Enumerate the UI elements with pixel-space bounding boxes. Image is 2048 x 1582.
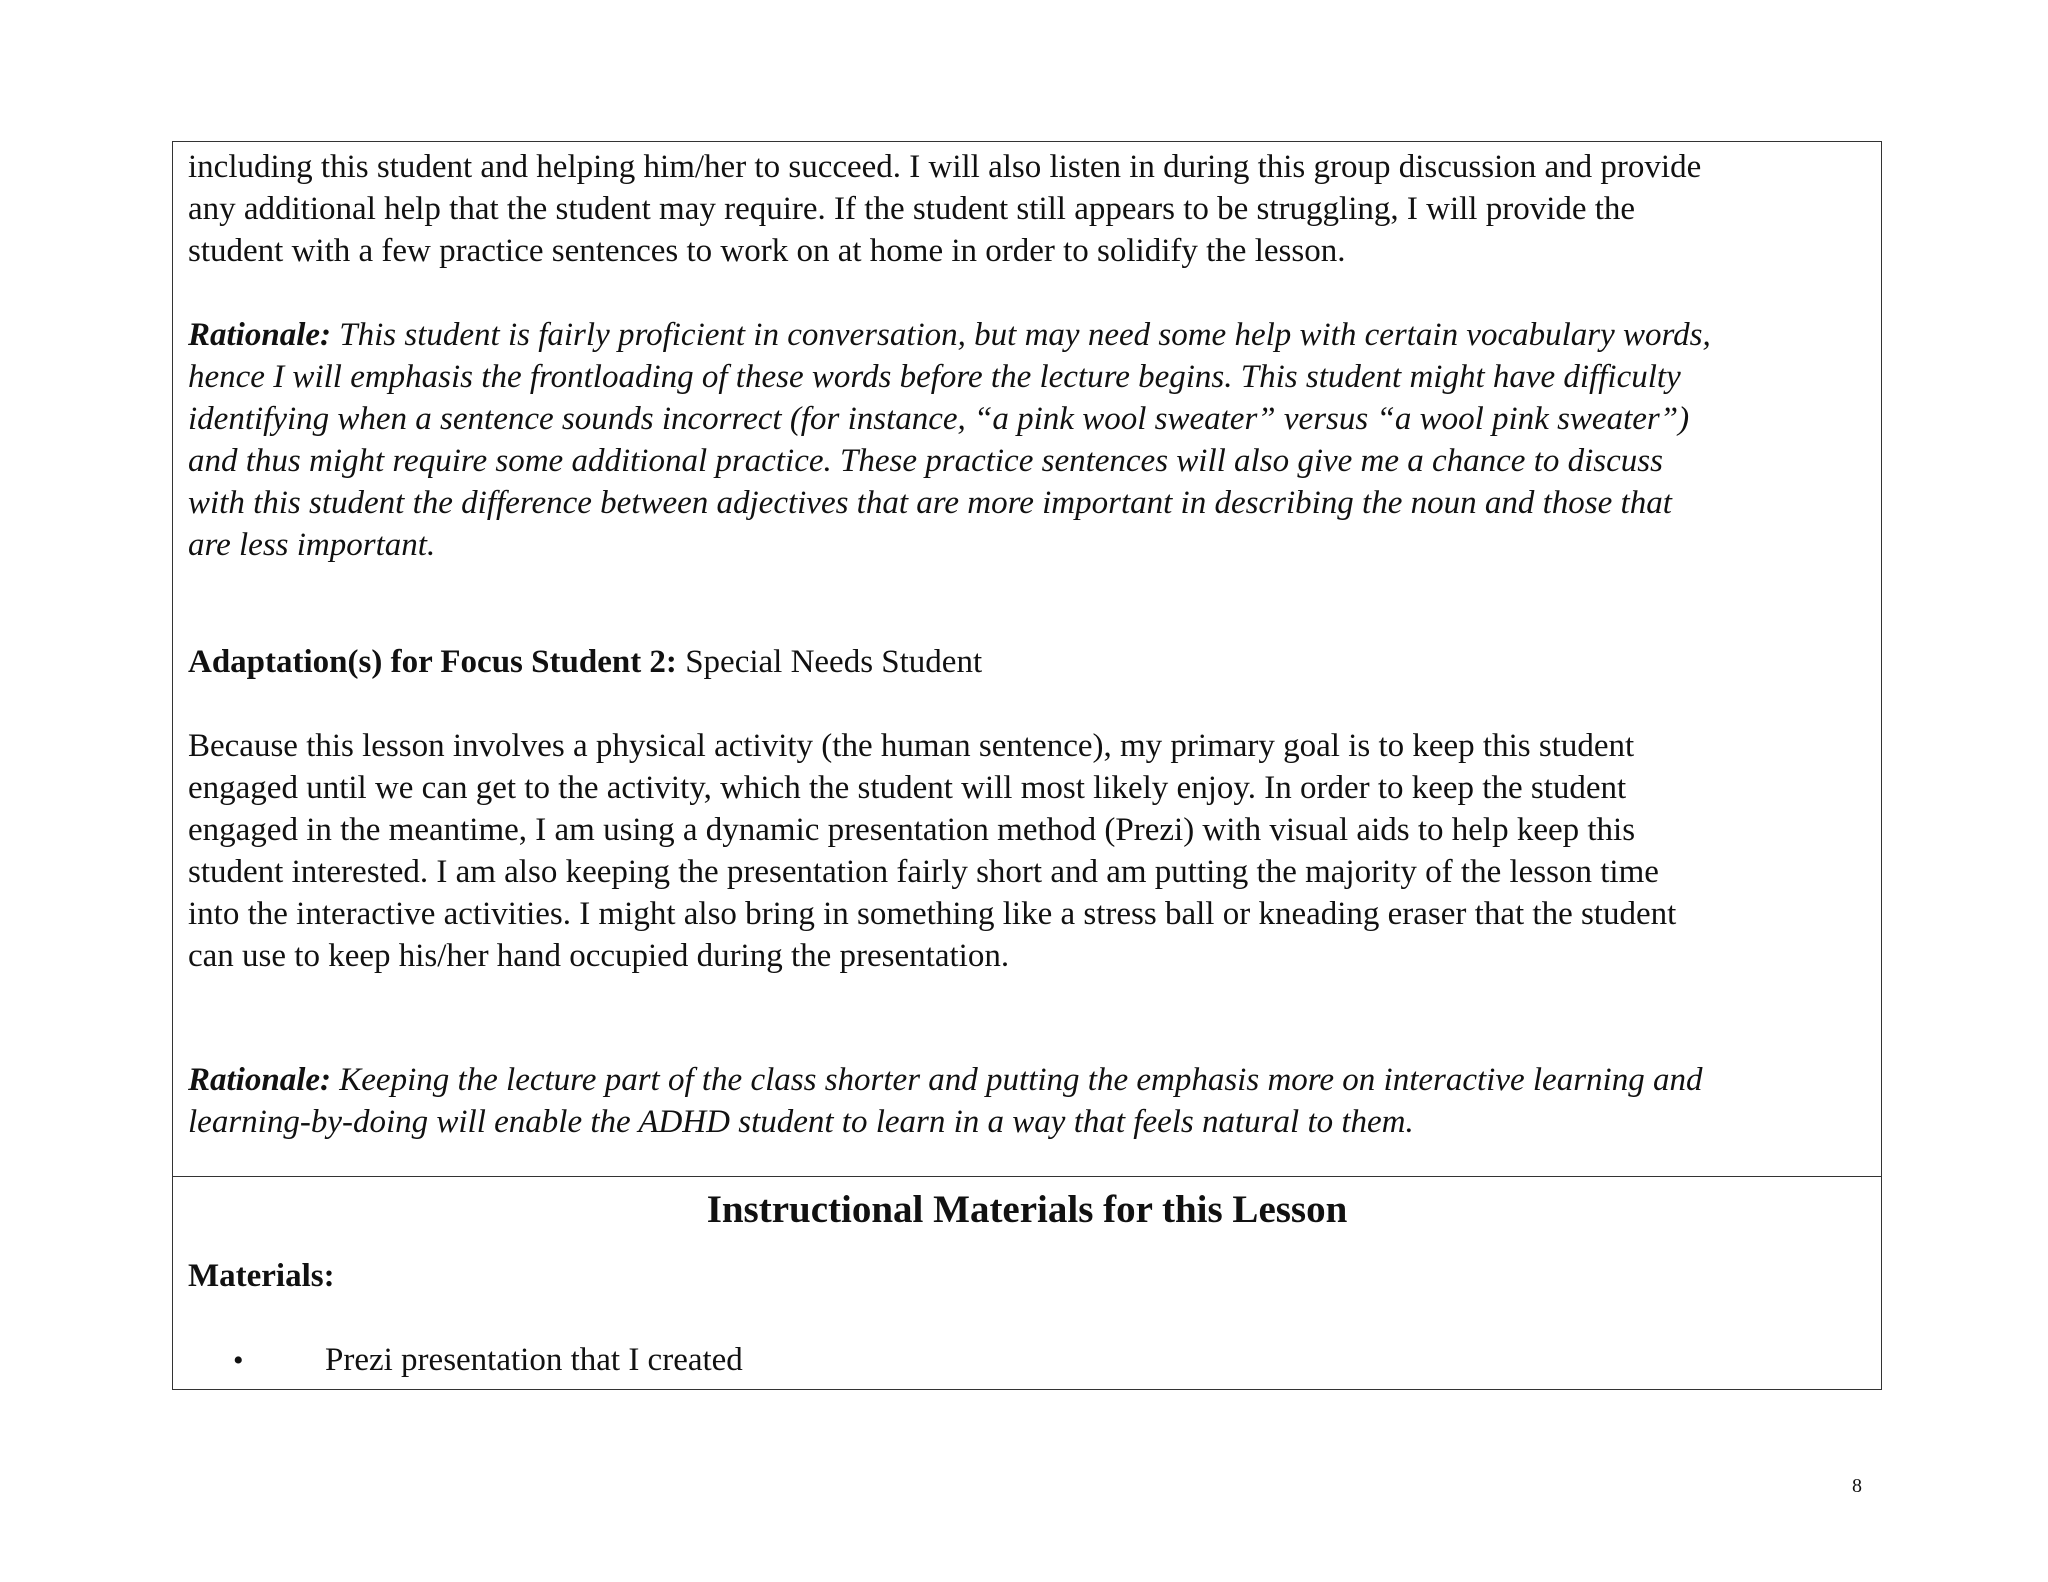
adaptations-cell bbox=[173, 142, 1881, 1177]
rationale-1-first-line bbox=[188, 314, 1878, 356]
paragraph-line: engaged until we can get to the activity, which the student will most likely enjoy. In order to keep the student bbox=[188, 770, 1627, 806]
paragraph-line: engaged in the meantime, I am using a dynamic presentation method (Prezi) with visual aids to help keep this bbox=[188, 812, 1636, 848]
list-item-text: Prezi presentation that I created bbox=[325, 1342, 743, 1378]
paragraph-line: including this student and helping him/her to succeed. I will also listen in during this group discussion and provide bbox=[188, 149, 1702, 185]
paragraph-line: can use to keep his/her hand occupied during the presentation. bbox=[188, 938, 1010, 974]
rationale-line: and thus might require some additional practice. These practice sentences will also give me a chance to discuss bbox=[188, 443, 1663, 479]
materials-cell bbox=[173, 1177, 1881, 1389]
rationale-line: identifying when a sentence sounds incorrect (for instance, “a pink wool sweater” versus “a wool pink sweater”) bbox=[188, 401, 1690, 437]
rationale-line: learning-by-doing will enable the ADHD student to learn in a way that feels natural to them. bbox=[188, 1104, 1414, 1140]
rationale-text: This student is fairly proficient in conversation, but may need some help with certain vocabulary words, bbox=[331, 317, 1711, 353]
rationale-line: with this student the difference between adjectives that are more important in describing the noun and those that bbox=[188, 485, 1672, 521]
rationale-label: Rationale: bbox=[188, 1062, 332, 1098]
rationale-label: Rationale: bbox=[188, 317, 332, 353]
lesson-plan-table bbox=[172, 141, 1882, 1390]
adaptation-label: Adaptation(s) for Focus Student 2: bbox=[188, 644, 677, 680]
adaptation-value: Special Needs Student bbox=[676, 644, 983, 680]
paragraph-line: Because this lesson involves a physical activity (the human sentence), my primary goal is to keep this student bbox=[188, 728, 1635, 764]
rationale-text: Keeping the lecture part of the class shorter and putting the emphasis more on interactive learning and bbox=[331, 1062, 1703, 1098]
rationale-2-first-line bbox=[188, 1059, 1878, 1101]
paragraph-line: into the interactive activities. I might also bring in something like a stress ball or kneading eraser that the student bbox=[188, 896, 1677, 932]
rationale-line: hence I will emphasis the frontloading of these words before the lecture begins. This student might have difficulty bbox=[188, 359, 1681, 395]
page-number: 8 bbox=[1852, 1475, 1862, 1497]
adaptation-heading bbox=[188, 641, 1878, 683]
bullet-icon: • bbox=[233, 1344, 244, 1377]
materials-label: Materials: bbox=[188, 1258, 335, 1294]
section-heading: Instructional Materials for this Lesson bbox=[706, 1188, 1348, 1231]
paragraph-line: any additional help that the student may require. If the student still appears to be struggling, I will provide the bbox=[188, 191, 1636, 227]
rationale-line: are less important. bbox=[188, 527, 436, 563]
list-item bbox=[233, 1339, 743, 1382]
paragraph-line: student with a few practice sentences to work on at home in order to solidify the lesson. bbox=[188, 233, 1346, 269]
paragraph-line: student interested. I am also keeping the presentation fairly short and am putting the majority of the lesson time bbox=[188, 854, 1659, 890]
